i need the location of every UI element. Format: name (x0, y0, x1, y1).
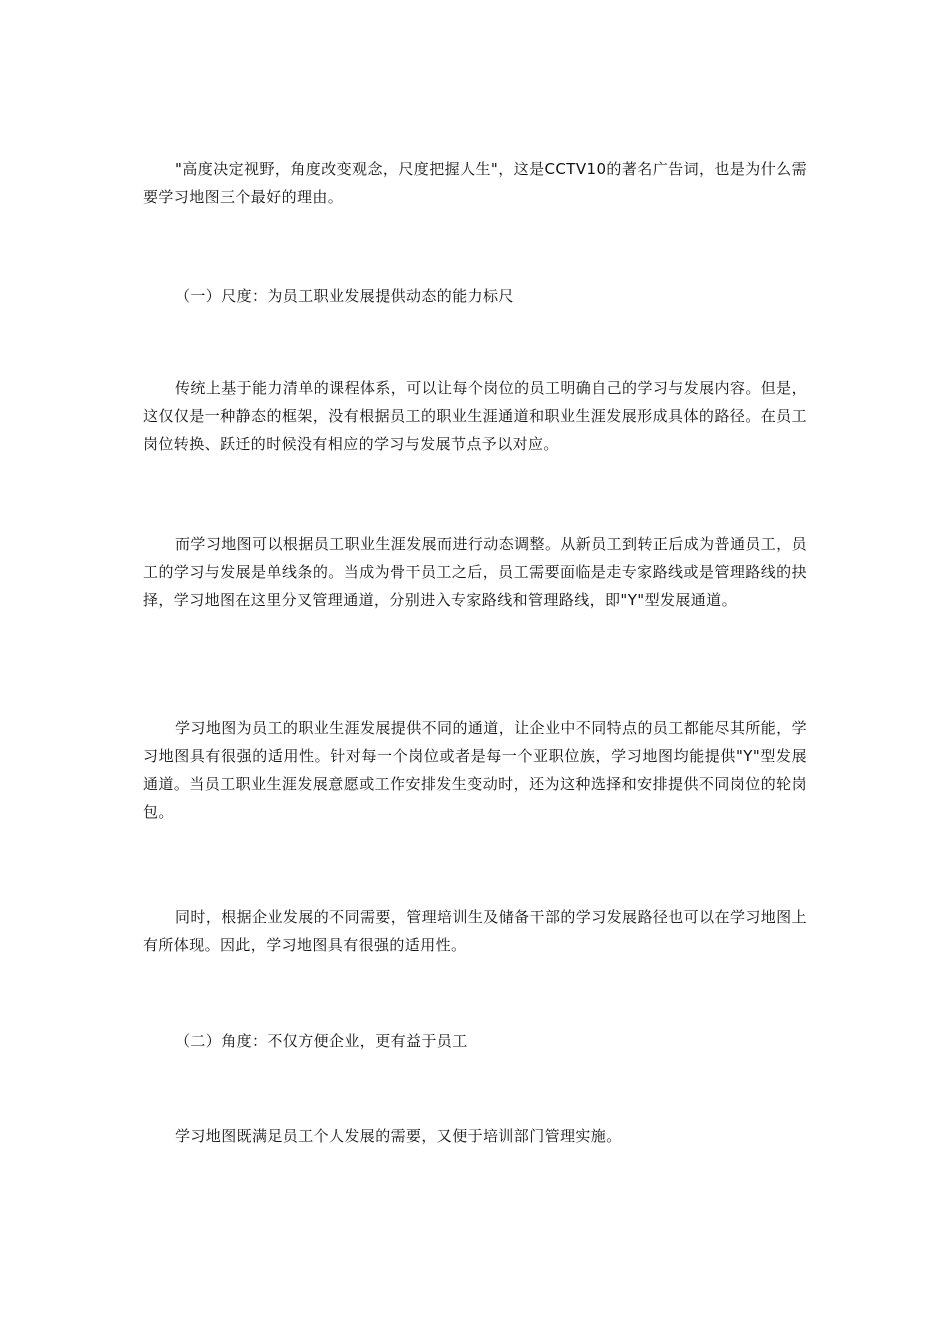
paragraph-employee-benefit: 学习地图既满足员工个人发展的需要，又便于培训部门管理实施。 (175, 1127, 622, 1145)
paragraph-career-channels: 学习地图为员工的职业生涯发展提供不同的通道，让企业中不同特点的员工都能尽其所能，学习地图具有很强的适用性。针对每一个岗位或者是每一个亚职位族，学习地图均能提供"Y"型发展通道。当员工职业生涯发展意愿或工作安排发生变动时，还为这种选择和安排提供不同岗位的轮岗包。 (143, 719, 807, 821)
paragraph-dynamic-adjustment: 而学习地图可以根据员工职业生涯发展而进行动态调整。从新员工到转正后成为普通员工，员工的学习与发展是单线条的。当成为骨干员工之后，员工需要面临是走专家路线或是管理路线的抉择，学习地图在这里分叉管理通道，分别进入专家路线和管理路线，即"Y"型发展通道。 (143, 535, 807, 609)
section-heading-angle: （二）角度：不仅方便企业，更有益于员工 (175, 1032, 468, 1050)
paragraph-traditional-curriculum: 传统上基于能力清单的课程体系，可以让每个岗位的员工明确自己的学习与发展内容。但是，这仅仅是一种静态的框架，没有根据员工的职业生涯通道和职业生涯发展形成具体的路径。在员工岗位转换、跃迁的时候没有相应的学习与发展节点予以对应。 (143, 379, 807, 453)
intro-paragraph: "高度决定视野，角度改变观念，尺度把握人生"，这是CCTV10的著名广告词，也是为什么需要学习地图三个最好的理由。 (143, 160, 807, 206)
paragraph-management-trainees: 同时，根据企业发展的不同需要，管理培训生及储备干部的学习发展路径也可以在学习地图上有所体现。因此，学习地图具有很强的适用性。 (143, 908, 807, 954)
section-heading-scale: （一）尺度：为员工职业发展提供动态的能力标尺 (175, 287, 514, 305)
